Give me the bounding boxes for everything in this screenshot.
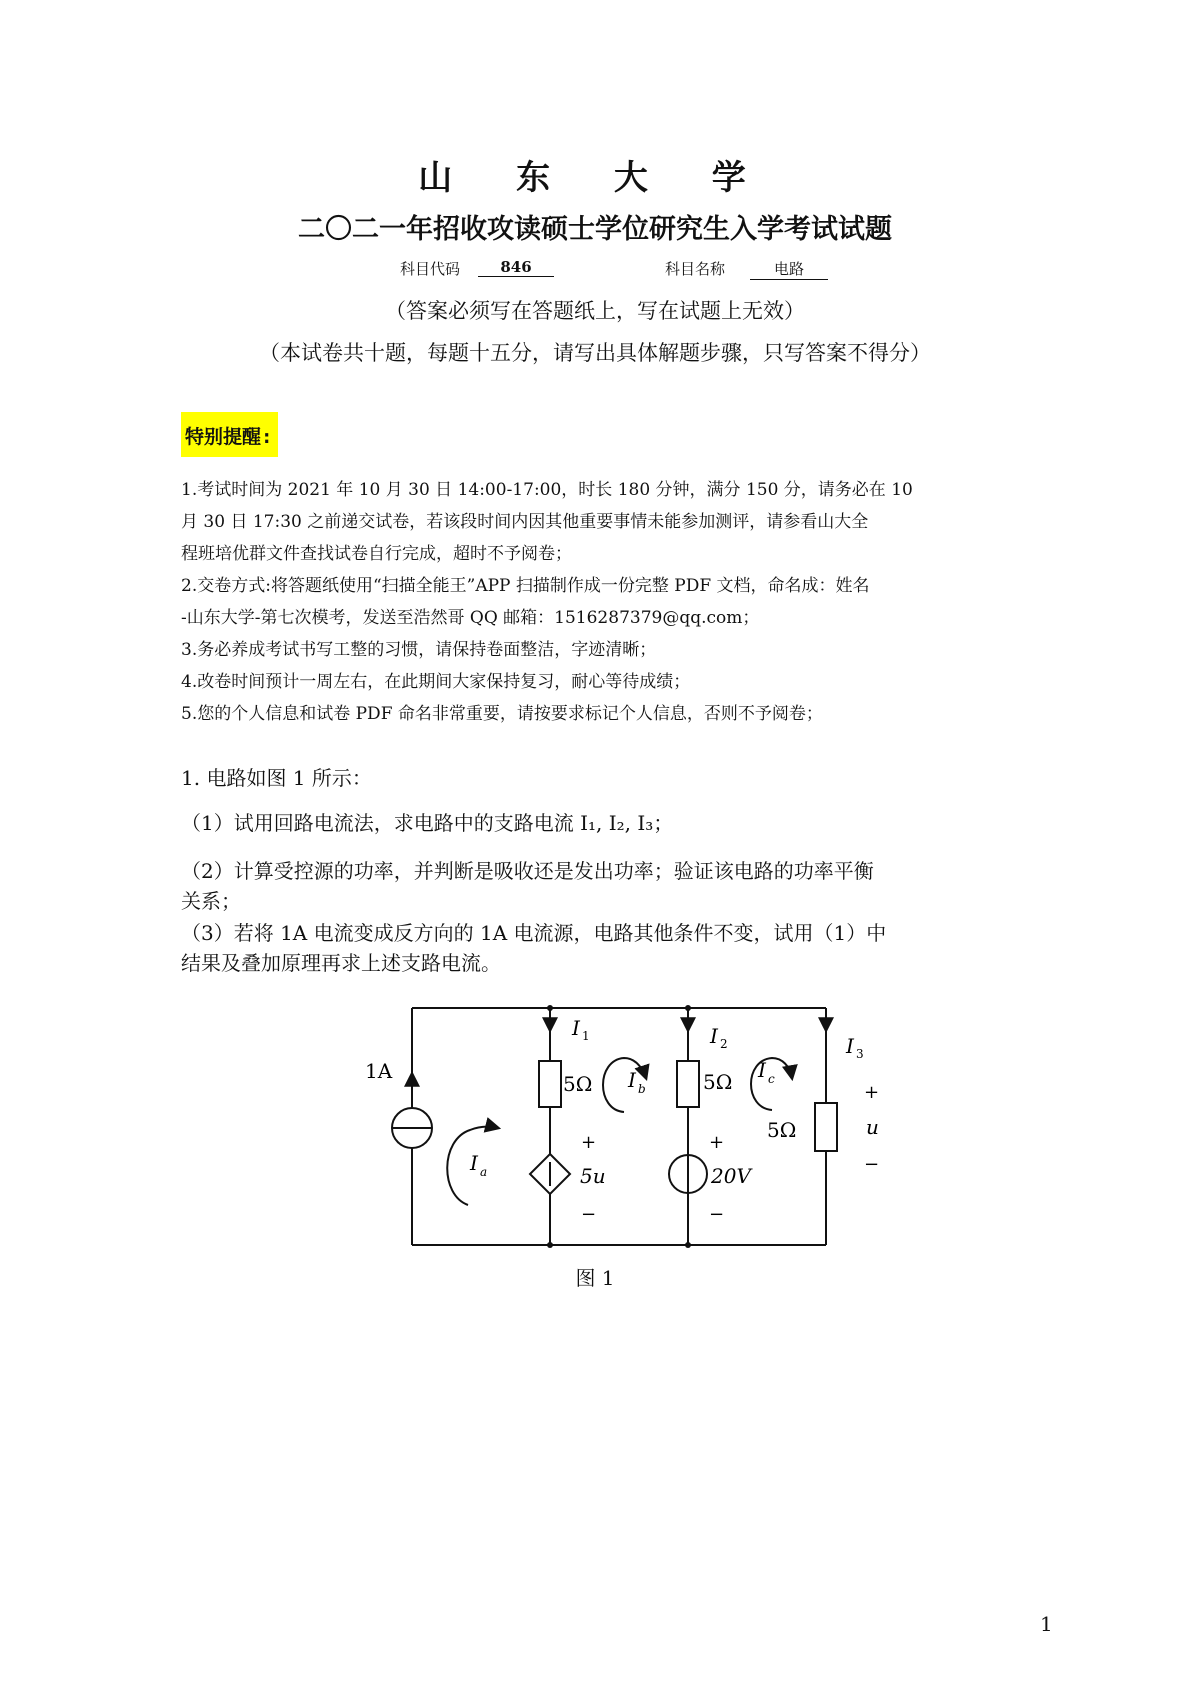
u-minus: − — [864, 1154, 880, 1175]
reminder-line: 程班培优群文件查找试卷自行完成，超时不予阅卷； — [181, 544, 572, 564]
i3-label: I — [846, 1034, 854, 1058]
vsrc-minus: − — [709, 1204, 725, 1225]
ic-label: I — [758, 1058, 766, 1082]
exam-title: 二〇二一年招收攻读硕士学位研究生入学考试试题 — [298, 214, 892, 245]
r2-label: 5Ω — [703, 1070, 733, 1094]
university-name: 山 东 大 学 — [418, 158, 772, 198]
subject-name-label: 科目名称 — [665, 260, 726, 278]
subject-code: 846 — [478, 258, 554, 277]
r3-label: 5Ω — [767, 1118, 797, 1142]
ia-sub: a — [480, 1165, 488, 1179]
figure-caption: 图 1 — [575, 1266, 615, 1290]
subject-code-label: 科目代码 — [400, 260, 461, 278]
answer-sheet-note: （答案必须写在答题纸上，写在试题上无效） — [385, 299, 805, 323]
question-line: （3）若将 1A 电流变成反方向的 1A 电流源，电路其他条件不变，试用（1）中 — [181, 921, 887, 945]
resistor-3-icon — [815, 1103, 837, 1151]
special-reminder-title: 特别提醒: — [181, 412, 278, 457]
u-label: u — [866, 1115, 879, 1139]
u-plus: + — [864, 1082, 880, 1103]
subject-name: 电路 — [750, 258, 828, 280]
i2-label: I — [710, 1024, 718, 1048]
ia-label: I — [470, 1151, 478, 1175]
resistor-2-icon — [677, 1061, 699, 1107]
reminder-line: 3.务必养成考试书写工整的习惯，请保持卷面整洁，字迹清晰； — [181, 640, 657, 660]
reminder-line: 月 30 日 17:30 之前递交试卷，若该段时间内因其他重要事情未能参加测评，请参看山大全 — [181, 512, 869, 532]
question-1-part-1: （1）试用回路电流法，求电路中的支路电流 I₁, I₂, I₃； — [181, 811, 674, 835]
reminder-line: 5.您的个人信息和试卷 PDF 命名非常重要，请按要求标记个人信息，否则不予阅卷； — [181, 704, 823, 724]
i1-label: I — [572, 1016, 580, 1040]
ib-sub: b — [638, 1082, 646, 1096]
question-line: （2）计算受控源的功率，并判断是吸收还是发出功率；验证该电路的功率平衡 — [181, 859, 874, 883]
i2-sub: 2 — [720, 1037, 728, 1051]
i1-sub: 1 — [582, 1029, 590, 1043]
reminder-line: 2.交卷方式:将答题纸使用“扫描全能王”APP 扫描制作成一份完整 PDF 文档，命名成：姓名 — [181, 576, 870, 596]
i3-sub: 3 — [856, 1047, 864, 1061]
r1-label: 5Ω — [563, 1072, 593, 1096]
vsrc-plus: + — [709, 1132, 725, 1153]
vsrc-label: 20V — [711, 1164, 751, 1188]
dep-src-plus: + — [581, 1132, 597, 1153]
page-number: 1 — [1040, 1612, 1053, 1636]
question-line: 关系； — [181, 889, 241, 913]
current-source-label: 1A — [365, 1059, 393, 1083]
question-line: 结果及叠加原理再求上述支路电流。 — [181, 951, 501, 975]
resistor-1-icon — [539, 1061, 561, 1107]
dep-src-minus: − — [581, 1204, 597, 1225]
reminder-line: 4.改卷时间预计一周左右，在此期间大家保持复习，耐心等待成绩； — [181, 672, 691, 692]
ib-label: I — [628, 1068, 636, 1092]
question-1-heading: 1. 电路如图 1 所示： — [181, 766, 372, 790]
reminder-line: -山东大学-第七次模考，发送至浩然哥 QQ 邮箱：1516287379@qq.com； — [181, 608, 760, 628]
scoring-note: （本试卷共十题，每题十五分，请写出具体解题步骤，只写答案不得分） — [259, 341, 931, 365]
reminder-line: 1.考试时间为 2021 年 10 月 30 日 14:00-17:00，时长 180 分钟，满分 150 分，请务必在 10 — [181, 480, 913, 500]
dep-src-label: 5u — [580, 1164, 606, 1188]
ic-sub: c — [768, 1072, 775, 1086]
